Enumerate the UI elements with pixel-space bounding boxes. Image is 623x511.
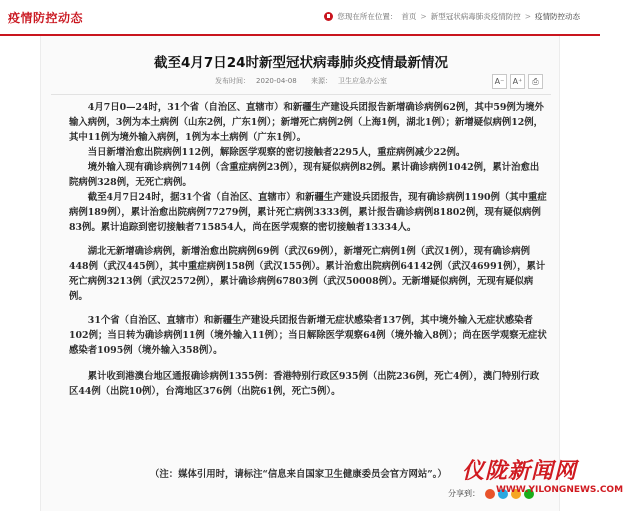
weibo-share-icon[interactable] xyxy=(485,489,495,499)
source-name: 卫生应急办公室 xyxy=(337,77,387,85)
article-tools xyxy=(492,74,543,89)
article-meta xyxy=(41,76,561,86)
watermark-logo: 仪陇新闻网 xyxy=(462,458,578,484)
breadcrumb-current[interactable]: 疫情防控动态 xyxy=(535,12,580,21)
paragraph-cumulative: 截至4月7日24时，据31个省（自治区、直辖市）和新疆生产建设兵团报告，现有确诊病例1190例（其中重症病例189例），累计治愈出院病例77279例，累计死亡病例3333例，累计报告确诊病例81802例，现有疑似病例83例。累计追踪到密切接触者715854人，尚在医学观察的密切接触者13334人。 xyxy=(69,192,547,233)
published-label: 发布时间： xyxy=(215,77,251,85)
source-label: 来源： xyxy=(310,77,332,85)
watermark-url: WWW.YILONGNEWS.COM xyxy=(496,485,623,495)
font-decrease-button[interactable]: A⁻ xyxy=(492,74,507,89)
article-title: 截至4月7日24时新型冠状病毒肺炎疫情最新情况 xyxy=(153,55,449,71)
font-increase-button[interactable]: A⁺ xyxy=(510,74,525,89)
paragraph-hk-macao-taiwan: 累计收到港澳台地区通报确诊病例1355例：香港特别行政区935例（出院236例，死亡4例），澳门特别行政区44例（出院10例），台湾地区376例（出院61例，死亡5例）。 xyxy=(69,371,540,397)
article-body xyxy=(69,100,547,399)
top-bar xyxy=(0,0,600,36)
share-label: 分享到： xyxy=(448,489,480,498)
published-date: 2020-04-08 xyxy=(256,77,297,85)
paragraph-new-cases: 4月7日0—24时，31个省（自治区、直辖市）和新疆生产建设兵团报告新增确诊病例62例，其中59例为境外输入病例，3例为本土病例（山东2例，广东1例）；新增死亡病例2例（上海1例，湖北1例）；新增疑似病例12例，其中11例为境外输入病例，1例为本土病例（广东1例）。 xyxy=(69,102,544,143)
breadcrumb-home-link[interactable]: 首页 xyxy=(401,12,417,21)
section-title: 疫情防控动态 xyxy=(8,11,84,25)
title-divider xyxy=(51,94,551,95)
print-button[interactable]: ⎙ xyxy=(528,74,543,89)
breadcrumb-separator: > xyxy=(420,12,427,21)
citation-note: （注：媒体引用时，请标注“信息来自国家卫生健康委员会官方网站”。） xyxy=(150,469,447,480)
breadcrumb-parent-link[interactable]: 新型冠状病毒肺炎疫情防控 xyxy=(430,12,521,21)
paragraph-imported: 境外输入现有确诊病例714例（含重症病例23例），现有疑似病例82例。累计确诊病例1042例，累计治愈出院病例328例，无死亡病例。 xyxy=(69,162,540,188)
breadcrumb xyxy=(324,11,580,22)
article-panel xyxy=(40,36,560,511)
home-icon xyxy=(324,12,333,21)
paragraph-recoveries: 当日新增治愈出院病例112例，解除医学观察的密切接触者2295人，重症病例减少22例。 xyxy=(87,147,466,158)
paragraph-hubei: 湖北无新增确诊病例，新增治愈出院病例69例（武汉69例），新增死亡病例1例（武汉1例），现有确诊病例448例（武汉445例），其中重症病例158例（武汉155例）。累计治愈出院病例64142例（武汉46991例），累计死亡病例3213例（武汉2572例），累计确诊病例67803例（武汉50008例）。无新增疑似病例，无现有疑似病例。 xyxy=(69,246,546,302)
site-watermark xyxy=(440,452,623,511)
breadcrumb-separator: > xyxy=(524,12,531,21)
paragraph-asymptomatic: 31个省（自治区、直辖市）和新疆生产建设兵团报告新增无症状感染者137例，其中境外输入无症状感染者102例；当日转为确诊病例11例（境外输入11例）；当日解除医学观察64例（境外输入8例）；尚在医学观察无症状感染者1095例（境外输入358例）。 xyxy=(69,315,547,356)
breadcrumb-prefix: 您现在所在位置： xyxy=(337,12,398,21)
